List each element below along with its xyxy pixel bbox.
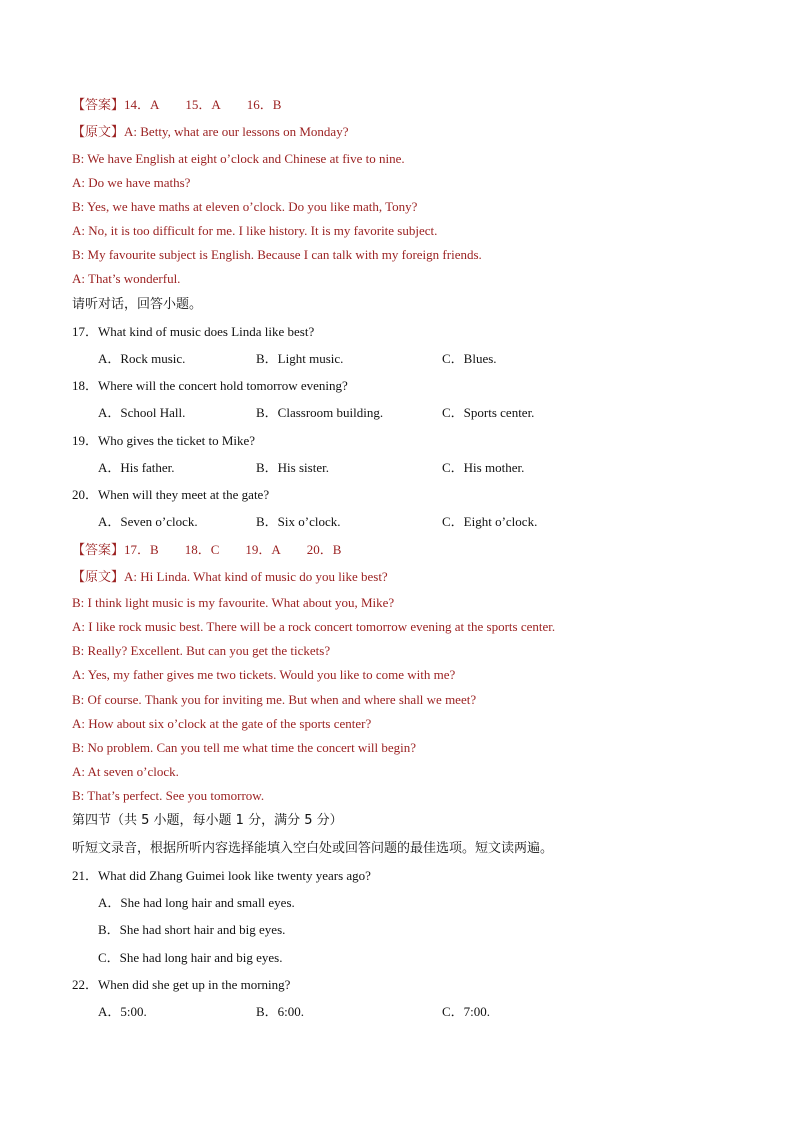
question-18: 18．Where will the concert hold tomorrow evening? bbox=[72, 378, 348, 393]
transcript-text: A: Hi Linda. What kind of music do you like best? bbox=[124, 569, 388, 584]
option-c: C．Blues. bbox=[442, 351, 497, 366]
answer-item: 14．A bbox=[124, 97, 160, 112]
section-heading: 第四节（共 5 小题，每小题 1 分，满分 5 分） bbox=[72, 813, 343, 828]
transcript-line: B: Yes, we have maths at eleven o’clock. Do you like math, Tony? bbox=[72, 199, 418, 214]
answer-item: 20．B bbox=[306, 542, 342, 557]
transcript-label: 【原文】 bbox=[72, 570, 125, 585]
transcript-line: A: Do we have maths? bbox=[72, 175, 191, 190]
answer-item: 15．A bbox=[185, 97, 221, 112]
option-a: A．School Hall. bbox=[98, 405, 186, 420]
question-20: 20．When will they meet at the gate? bbox=[72, 487, 270, 502]
option-a: A．She had long hair and small eyes. bbox=[98, 895, 295, 910]
option-b: B．Classroom building. bbox=[256, 405, 384, 420]
option-b: B．6:00. bbox=[256, 1004, 305, 1019]
question-17: 17．What kind of music does Linda like best? bbox=[72, 324, 315, 339]
answer-line-14-16 bbox=[72, 97, 281, 114]
option-a: A．Rock music. bbox=[98, 351, 186, 366]
answer-item: 18．C bbox=[184, 542, 220, 557]
option-a: A．His father. bbox=[98, 460, 175, 475]
question-21: 21．What did Zhang Guimei look like twenty years ago? bbox=[72, 868, 371, 883]
option-c: C．Eight o’clock. bbox=[442, 514, 538, 529]
answer-item: 16．B bbox=[246, 97, 282, 112]
option-b: B．Six o’clock. bbox=[256, 514, 341, 529]
transcript-line: A: No, it is too difficult for me. I like history. It is my favorite subject. bbox=[72, 223, 438, 238]
transcript-line: B: Really? Excellent. But can you get the tickets? bbox=[72, 643, 331, 658]
transcript-line: B: I think light music is my favourite. What about you, Mike? bbox=[72, 595, 395, 610]
answer-line-17-20 bbox=[72, 542, 341, 559]
answer-label: 【答案】 bbox=[72, 98, 125, 113]
section-instruction: 听短文录音，根据所听内容选择能填入空白处或回答问题的最佳选项。短文读两遍。 bbox=[72, 841, 554, 856]
option-c: C．Sports center. bbox=[442, 405, 535, 420]
option-b: B．She had short hair and big eyes. bbox=[98, 922, 286, 937]
transcript-text: A: Betty, what are our lessons on Monday? bbox=[124, 124, 349, 139]
transcript-line: B: That’s perfect. See you tomorrow. bbox=[72, 788, 265, 803]
transcript-line: A: How about six o’clock at the gate of the sports center? bbox=[72, 716, 372, 731]
transcript-line: A: At seven o’clock. bbox=[72, 764, 179, 779]
answer-item: 19．A bbox=[245, 542, 281, 557]
transcript-line: A: Yes, my father gives me two tickets. Would you like to come with me? bbox=[72, 667, 456, 682]
question-22: 22．When did she get up in the morning? bbox=[72, 977, 291, 992]
transcript-line: B: Of course. Thank you for inviting me. But when and where shall we meet? bbox=[72, 692, 477, 707]
transcript-line: B: My favourite subject is English. Because I can talk with my foreign friends. bbox=[72, 247, 482, 262]
instruction-text: 请听对话，回答小题。 bbox=[72, 297, 203, 312]
option-b: B．His sister. bbox=[256, 460, 329, 475]
question-19: 19．Who gives the ticket to Mike? bbox=[72, 433, 256, 448]
option-c: C．His mother. bbox=[442, 460, 525, 475]
option-c: C．7:00. bbox=[442, 1004, 491, 1019]
transcript-line: B: We have English at eight o’clock and Chinese at five to nine. bbox=[72, 151, 405, 166]
transcript-line: A: That’s wonderful. bbox=[72, 271, 181, 286]
transcript-line bbox=[72, 569, 388, 586]
option-a: A．Seven o’clock. bbox=[98, 514, 198, 529]
transcript-line: B: No problem. Can you tell me what time the concert will begin? bbox=[72, 740, 417, 755]
answer-item: 17．B bbox=[124, 542, 159, 557]
option-b: B．Light music. bbox=[256, 351, 344, 366]
answer-label: 【答案】 bbox=[72, 543, 125, 558]
transcript-line bbox=[72, 124, 348, 141]
transcript-label: 【原文】 bbox=[72, 125, 125, 140]
option-c: C．She had long hair and big eyes. bbox=[98, 950, 283, 965]
option-a: A．5:00. bbox=[98, 1004, 147, 1019]
transcript-line: A: I like rock music best. There will be a rock concert tomorrow evening at the sports center. bbox=[72, 619, 556, 634]
